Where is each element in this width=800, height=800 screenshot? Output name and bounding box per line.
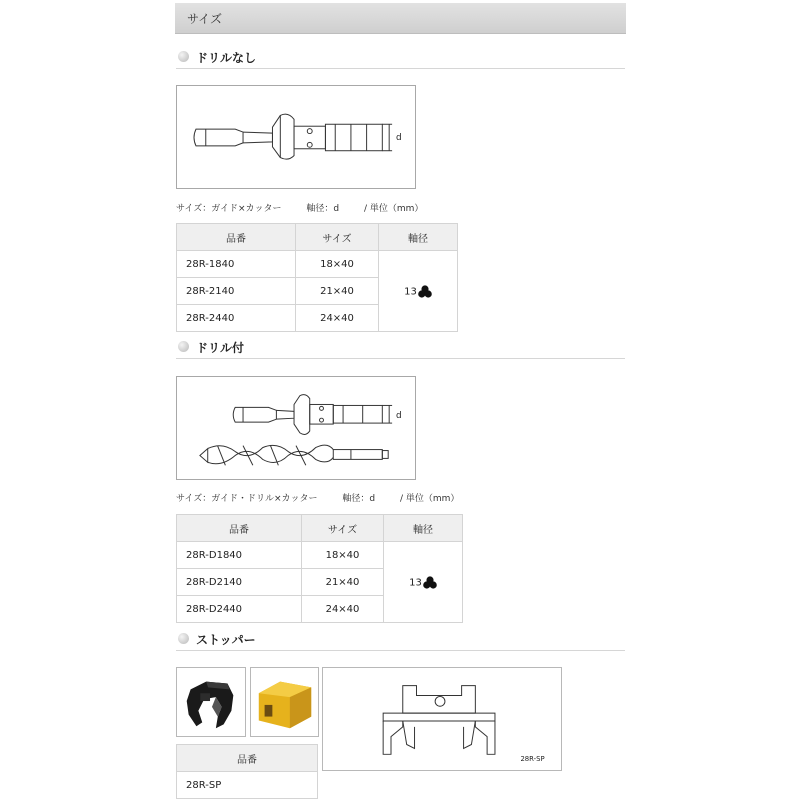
diameter-label: d — [396, 132, 402, 143]
size-value: 18×40 — [296, 251, 379, 278]
bullet-icon — [178, 341, 189, 352]
size-caption — [176, 201, 423, 214]
bullet-icon — [178, 51, 189, 62]
size-header-title: サイズ — [187, 12, 223, 26]
column-header: 軸径 — [384, 515, 463, 542]
caption-size: サイズ：ガイド×カッター — [176, 204, 282, 214]
caption-shaft: 軸径：d — [306, 204, 340, 214]
section-title: ストッパー — [196, 633, 256, 647]
part-number: 28R-2440 — [177, 305, 296, 332]
spec-table-stopper — [176, 744, 318, 799]
caption-unit: / 単位（mm） — [363, 204, 424, 214]
stopper-drawing — [323, 668, 561, 770]
size-value: 24×40 — [302, 596, 384, 623]
caption-size: サイズ：ガイド・ドリル×カッター — [176, 494, 318, 504]
part-number: 28R-2140 — [177, 278, 296, 305]
cutter-diagram-no-drill — [176, 85, 416, 189]
part-number: 28R-SP — [177, 772, 318, 799]
size-header-bar — [175, 3, 626, 34]
size-value: 21×40 — [302, 569, 384, 596]
column-header: 品番 — [177, 745, 318, 772]
spec-table-no-drill — [176, 223, 458, 332]
part-number: 28R-D2440 — [177, 596, 302, 623]
column-header: 軸径 — [379, 224, 458, 251]
column-header: 品番 — [177, 515, 302, 542]
caption-shaft: 軸径：d — [342, 494, 376, 504]
shaft-value: 13 — [404, 286, 417, 297]
spec-table-with-drill — [176, 514, 463, 623]
stopper-image — [177, 668, 245, 736]
shaft-cell — [379, 251, 458, 332]
hex-shank-icon — [423, 576, 437, 589]
package-image — [251, 668, 318, 736]
part-number: 28R-1840 — [177, 251, 296, 278]
part-number: 28R-D1840 — [177, 542, 302, 569]
bullet-icon — [178, 633, 189, 644]
section-heading-no-drill — [176, 46, 625, 69]
shaft-cell — [384, 542, 463, 623]
stopper-photo — [176, 667, 246, 737]
section-heading-stopper — [176, 628, 625, 651]
diameter-label: d — [396, 411, 402, 422]
cutter-diagram-with-drill — [176, 376, 416, 480]
drawing-label: 28R-SP — [520, 755, 545, 764]
column-header: サイズ — [302, 515, 384, 542]
shaft-value: 13 — [409, 577, 422, 588]
column-header: サイズ — [296, 224, 379, 251]
size-caption — [176, 491, 459, 504]
package-photo — [250, 667, 319, 737]
size-value: 21×40 — [296, 278, 379, 305]
cutter-drawing — [177, 86, 415, 188]
stopper-diagram — [322, 667, 562, 771]
section-title: ドリル付 — [196, 341, 245, 355]
section-title: ドリルなし — [196, 51, 257, 65]
column-header: 品番 — [177, 224, 296, 251]
hex-shank-icon — [418, 285, 432, 298]
table-row — [177, 772, 318, 799]
part-number: 28R-D2140 — [177, 569, 302, 596]
size-value: 18×40 — [302, 542, 384, 569]
size-value: 24×40 — [296, 305, 379, 332]
caption-unit: / 単位（mm） — [399, 494, 460, 504]
table-row — [177, 542, 463, 569]
table-row — [177, 251, 458, 278]
cutter-drill-drawing — [177, 377, 415, 479]
section-heading-with-drill — [176, 336, 625, 359]
